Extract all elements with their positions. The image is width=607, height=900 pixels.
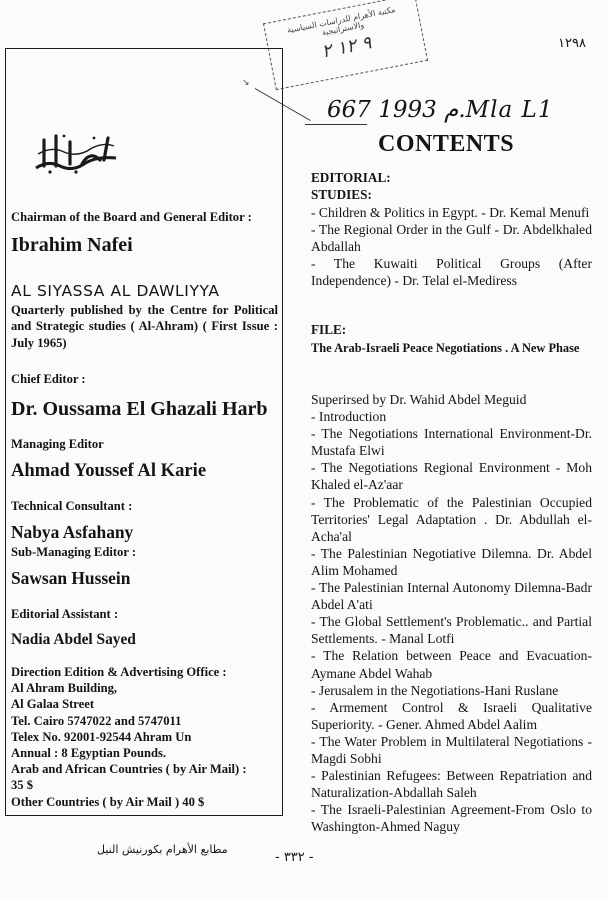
chief-editor-label: Chief Editor :: [11, 372, 86, 386]
chairman-name: Ibrahim Nafei: [11, 234, 133, 256]
library-stamp: [263, 0, 428, 90]
office-line: Other Countries ( by Air Mail ) 40 $: [11, 794, 205, 809]
list-item: - The Global Settlement's Problematic.. and Partial Settlements. - Manal Lotfi: [311, 614, 592, 647]
list-item: Superirsed by Dr. Wahid Abdel Meguid: [311, 392, 527, 407]
file-list: [311, 391, 592, 835]
list-item: - The Relation between Peace and Evacuation-Aymane Abdel Wahab: [311, 648, 592, 681]
page-number: - ٣٣٢ -: [275, 850, 314, 865]
list-item: - Palestinian Refugees: Between Repatriation and Naturalization-Abdallah Saleh: [311, 768, 592, 801]
office-line: Direction Edition & Advertising Office :: [11, 665, 227, 679]
editorial-label: EDITORIAL:: [311, 170, 391, 185]
list-item: - The Palestinian Negotiative Dilemna. Dr. Abdel Alim Mohamed: [311, 545, 592, 578]
list-item: - The Water Problem in Multilateral Negotiations - Magdi Sobhi: [311, 733, 592, 766]
file-title: The Arab-Israeli Peace Negotiations . A New Phase: [311, 341, 580, 355]
handwritten-underline: [305, 124, 367, 125]
editorial-assistant-name: Nadia Abdel Sayed: [11, 631, 136, 648]
page-code: ١٢٩٨: [558, 36, 586, 51]
list-item: - The Israeli-Palestinian Agreement-From Oslo to Washington-Ahmed Naguy: [311, 802, 592, 835]
office-block: [11, 664, 279, 810]
office-line: Tel. Cairo 5747022 and 5747011: [11, 713, 182, 728]
stamp-text: مكتبة الأهرام للدراسات السياسية والاستراتيجية: [286, 4, 397, 38]
list-item: - Jerusalem in the Negotiations-Hani Ruslane: [311, 682, 559, 698]
office-line: Annual : 8 Egyptian Pounds.: [11, 746, 167, 761]
list-item: - The Kuwaiti Political Groups (After Independence) - Dr. Telal el-Mediress: [311, 256, 592, 289]
journal-description: Quarterly published by the Centre for Political and Strategic studies ( Al-Ahram) ( First Issue : July 1965): [11, 303, 278, 350]
editorial-assistant-label: Editorial Assistant :: [11, 607, 119, 621]
technical-consultant-name: Nabya Asfahany: [11, 522, 134, 542]
managing-editor-label: Managing Editor: [11, 437, 104, 451]
list-item: - Armement Control & Israeli Qualitative Superiority. - Gener. Ahmed Abdel Aalim: [311, 699, 592, 732]
stamp-arrow-icon: ↘: [242, 78, 250, 88]
sub-managing-editor-name: Sawsan Hussein: [11, 568, 131, 588]
printer-credit: مطابع الأهرام بكورنيش النيل: [97, 843, 228, 856]
list-item: - The Negotiations Regional Environment - Moh Khaled el-Az'aar: [311, 460, 592, 493]
stamp-number: ٩ ١٢ ٢: [319, 32, 374, 63]
sub-managing-editor-label: Sub-Managing Editor :: [11, 545, 137, 559]
file-label: FILE:: [311, 322, 347, 337]
office-line: Telex No. 92001-92544 Ahram Un: [11, 729, 192, 744]
studies-list: [311, 204, 592, 289]
technical-consultant-label: Technical Consultant :: [11, 499, 133, 513]
list-item: - The Problematic of the Palestinian Occupied Territories' Legal Adaptation . Dr. Abdullah el-Acha'al: [311, 494, 592, 544]
office-line: Al Galaa Street: [11, 697, 95, 712]
journal-name: AL SIYASSA AL DAWLIYYA: [11, 282, 220, 300]
al-ahram-logo: [30, 130, 122, 176]
office-line: 35 $: [11, 778, 34, 793]
chairman-label: Chairman of the Board and General Editor :: [11, 210, 252, 224]
list-item: - The Palestinian Internal Autonomy Dilemna-Badr Abdel A'ati: [311, 580, 592, 613]
studies-label: STUDIES:: [311, 187, 372, 202]
list-item: - Children & Politics in Egypt. - Dr. Kemal Menufi: [311, 205, 590, 220]
office-line: Arab and African Countries ( by Air Mail) :: [11, 762, 247, 777]
contents-title: CONTENTS: [378, 131, 515, 157]
list-item: - The Negotiations International Environment-Dr. Mustafa Elwi: [311, 426, 592, 459]
chief-editor-name: Dr. Oussama El Ghazali Harb: [11, 398, 268, 420]
office-line: Al Ahram Building,: [11, 681, 118, 696]
handwritten-catalog-note: 667 1993 م.Mla L1: [327, 97, 554, 123]
managing-editor-name: Ahmad Youssef Al Karie: [11, 460, 207, 481]
list-item: - Introduction: [311, 409, 387, 425]
list-item: - The Regional Order in the Gulf - Dr. Abdelkhaled Abdallah: [311, 222, 592, 255]
